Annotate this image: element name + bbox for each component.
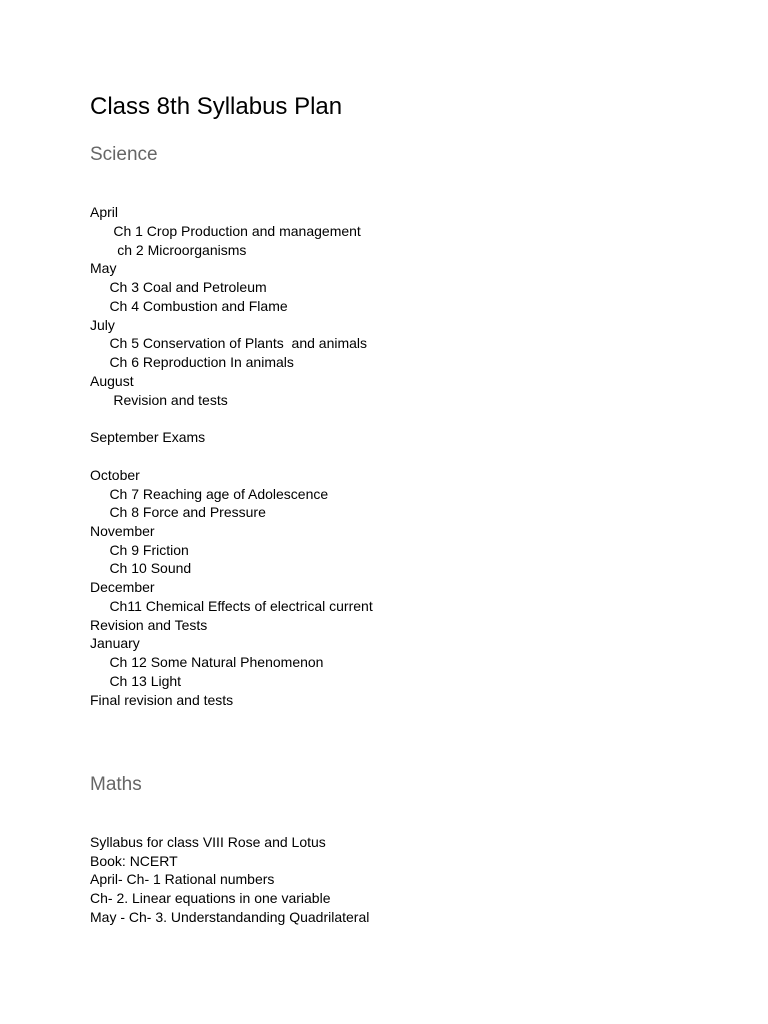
science-line: Ch 13 Light — [90, 673, 182, 689]
science-line: Ch 6 Reproduction In animals — [90, 354, 294, 370]
maths-line: May - Ch- 3. Understandanding Quadrilateral — [90, 909, 370, 925]
science-heading: Science — [90, 144, 158, 165]
science-line: Ch 10 Sound — [90, 560, 192, 576]
science-line: ch 2 Microorganisms — [90, 242, 247, 258]
science-line: August — [90, 373, 134, 389]
science-line: Ch 1 Crop Production and management — [90, 223, 361, 239]
maths-line: April- Ch- 1 Rational numbers — [90, 871, 275, 887]
science-line: November — [90, 523, 155, 539]
science-line: April — [90, 204, 119, 220]
science-line: October — [90, 467, 140, 483]
science-line: Ch 3 Coal and Petroleum — [90, 279, 267, 295]
science-line: Ch11 Chemical Effects of electrical current — [90, 598, 373, 614]
science-line: Revision and Tests — [90, 617, 208, 633]
science-line: Revision and tests — [90, 392, 228, 408]
science-line: September Exams — [90, 429, 206, 445]
science-line: Ch 9 Friction — [90, 542, 189, 558]
science-line: May — [90, 260, 117, 276]
science-line: Ch 7 Reaching age of Adolescence — [90, 486, 329, 502]
science-line: Ch 12 Some Natural Phenomenon — [90, 654, 324, 670]
science-line: Ch 4 Combustion and Flame — [90, 298, 288, 314]
science-line: December — [90, 579, 155, 595]
science-line: Ch 5 Conservation of Plants and animals — [90, 335, 368, 351]
maths-line: Book: NCERT — [90, 853, 178, 869]
document-title: Class 8th Syllabus Plan — [90, 93, 343, 120]
maths-line: Ch- 2. Linear equations in one variable — [90, 890, 331, 906]
maths-line: Syllabus for class VIII Rose and Lotus — [90, 834, 326, 850]
science-line: Ch 8 Force and Pressure — [90, 504, 266, 520]
science-line: January — [90, 635, 140, 651]
science-line: July — [90, 317, 115, 333]
science-line: Final revision and tests — [90, 692, 234, 708]
maths-heading: Maths — [90, 774, 142, 795]
